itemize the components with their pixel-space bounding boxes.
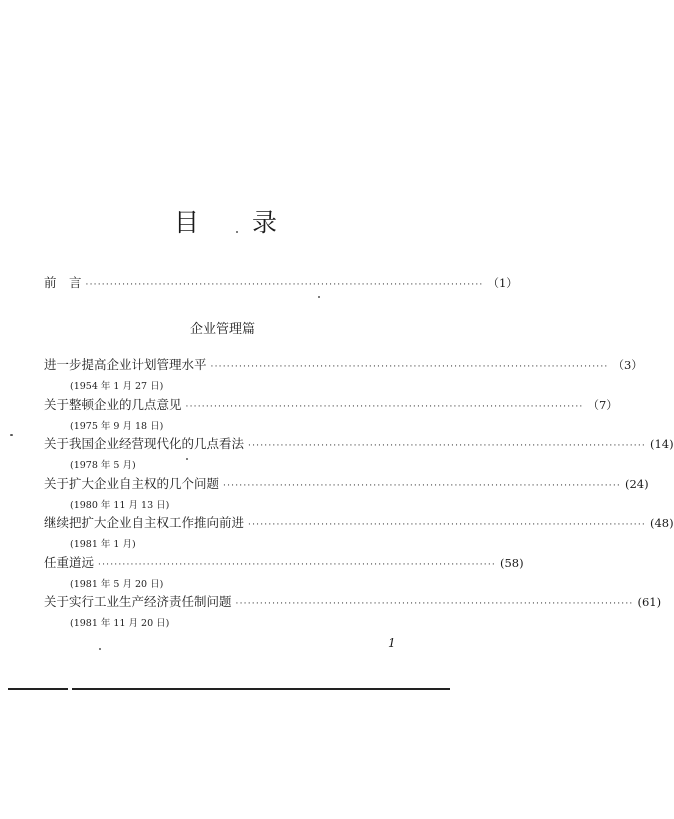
toc-entry <box>44 476 649 494</box>
toc-entry-title: 进一步提高企业计划管理水平 <box>44 357 207 372</box>
leader-dots: ·································································································· <box>248 520 646 530</box>
toc-entry-page: （1） <box>487 276 518 290</box>
toc-entry <box>44 594 662 612</box>
leader-dots: ·································································································· <box>85 280 484 290</box>
toc-entry-date: (1981 年 11 月 20 日) <box>70 618 170 629</box>
toc-entry-title: 关于实行工业生产经济责任制问题 <box>44 594 232 609</box>
page-number: 1 <box>388 636 396 650</box>
toc-entry-title: 关于整顿企业的几点意见 <box>44 397 182 412</box>
toc-entry-page: (48) <box>649 516 674 530</box>
toc-entry-date: (1978 年 5 月) <box>70 460 136 471</box>
toc-entry-date: (1981 年 1 月) <box>70 539 136 550</box>
toc-entry <box>44 436 674 454</box>
scan-speck <box>318 296 320 298</box>
toc-entry-page: （3） <box>612 358 643 372</box>
toc-entry-title: 关于扩大企业自主权的几个问题 <box>44 476 220 491</box>
scan-speck <box>186 458 188 460</box>
page-edge-rule <box>72 688 450 690</box>
toc-entry-page: (58) <box>499 556 524 570</box>
scan-speck <box>99 648 101 650</box>
toc-entry-page: (24) <box>624 477 649 491</box>
toc-entry-title: 前 言 <box>44 275 82 290</box>
scan-speck <box>236 231 238 233</box>
section-heading-text: 企业管理篇 <box>190 322 256 337</box>
toc-entry-title: 关于我国企业经营现代化的几点看法 <box>44 436 245 451</box>
scan-speck <box>10 434 13 436</box>
toc-entry-date: (1975 年 9 月 18 日) <box>70 421 164 432</box>
toc-entry-title: 继续把扩大企业自主权工作推向前进 <box>44 515 245 530</box>
toc-entry-page: （7） <box>587 398 618 412</box>
leader-dots: ·································································································· <box>210 362 609 372</box>
toc-entry-page: (14) <box>649 437 674 451</box>
toc-title-char-2: 录 <box>252 208 278 237</box>
page-edge-rule <box>8 688 68 690</box>
leader-dots: ·································································································· <box>223 481 621 491</box>
toc-entry-date: (1981 年 5 月 20 日) <box>70 579 164 590</box>
leader-dots: ·································································································· <box>98 560 496 570</box>
leader-dots: ·································································································· <box>235 599 634 609</box>
leader-dots: ·································································································· <box>185 402 584 412</box>
toc-entry <box>44 357 643 375</box>
toc-entry <box>44 555 524 573</box>
toc-entry <box>44 397 618 415</box>
toc-entry-title: 任重道远 <box>44 555 95 570</box>
toc-entry-page: (61) <box>637 595 662 609</box>
toc-entry-date: (1980 年 11 月 13 日) <box>70 500 170 511</box>
leader-dots: ·································································································· <box>248 441 646 451</box>
toc-entry-date: (1954 年 1 月 27 日) <box>70 381 164 392</box>
toc-title-char-1: 目 <box>174 208 200 237</box>
toc-entry-preface <box>44 275 518 293</box>
toc-entry <box>44 515 674 533</box>
